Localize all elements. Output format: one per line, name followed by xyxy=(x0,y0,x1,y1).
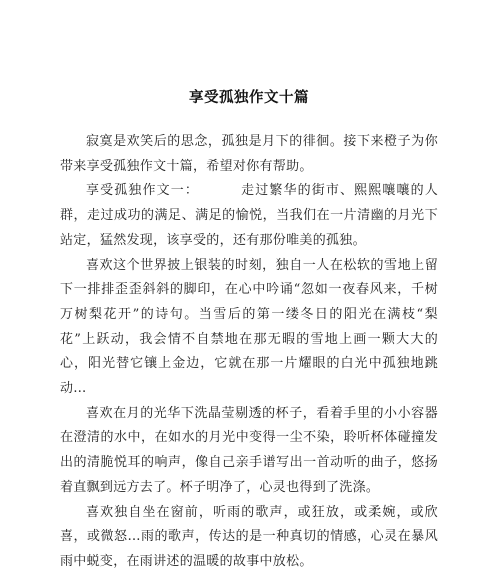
paragraph-essay-one: 享受孤独作文一： 走过繁华的街市、熙熙嚷嚷的人群，走过成功的满足、满足的愉悦，当我们在一片清幽的月光下站定，猛然发现，该享受的，还有那份唯美的孤独。 xyxy=(60,183,438,248)
paragraph-moonlight-cups: 喜欢在月的光华下洗晶莹剔透的杯子，看着手里的小小容器在澄清的水中，在如水的月光中变得一尘不染，聆听杯体碰撞发出的清脆悦耳的响声，像自己亲手谱写出一首动听的曲子，悠扬着直飘到远方去了。杯子明净了，心灵也得到了洗涤。 xyxy=(60,405,438,495)
document-title: 享受孤独作文十篇 xyxy=(189,90,309,106)
paragraph-rain: 喜欢独自坐在窗前，听雨的歌声，或狂放，或柔婉，或欣喜，或微怒…雨的歌声，传达的是一种真切的情感，心灵在暴风雨中蜕变，在雨讲述的温暖的故事中放松。 xyxy=(60,504,438,569)
paragraph-intro: 寂寞是欢笑后的思念，孤独是月下的徘徊。接下来橙子为你带来享受孤独作文十篇，希望对你有帮助。 xyxy=(60,134,438,174)
paragraph-snow: 喜欢这个世界披上银装的时刻，独自一人在松软的雪地上留下一排排歪歪斜斜的脚印，在心中吟诵“忽如一夜春风来，千树万树梨花开”的诗句。当雪后的第一缕冬日的阳光在满枝“梨花”上跃动，我会情不自禁地在那无暇的雪地上画一颗大大的心，阳光替它镶上金边，它就在那一片耀眼的白光中孤独地跳动… xyxy=(60,257,438,397)
document-body xyxy=(60,130,438,575)
